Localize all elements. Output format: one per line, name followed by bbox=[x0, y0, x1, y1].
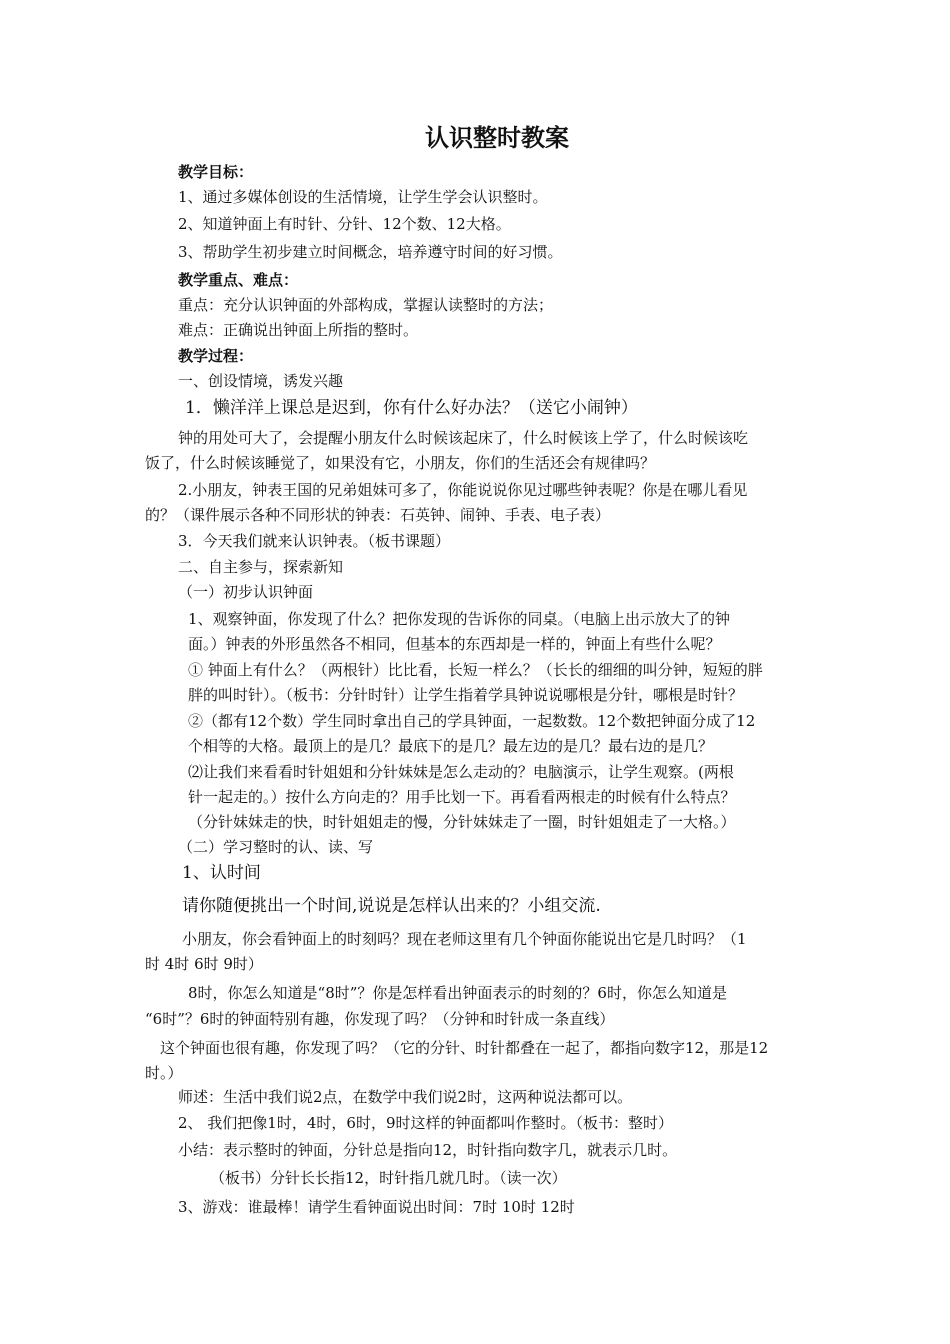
objective-item: 1、通过多媒体创设的生活情境，让学生学会认识整时。 bbox=[178, 188, 548, 206]
objective-item: 3、帮助学生初步建立时间概念，培养遵守时间的好习惯。 bbox=[178, 243, 563, 261]
section-heading-process: 教学过程： bbox=[178, 347, 254, 365]
step-heading: 一、创设情境，诱发兴趣 bbox=[178, 372, 344, 390]
paragraph-line: 小朋友，你会看钟面上的时刻吗？现在老师这里有几个钟面你能说出它是几时吗？（1 bbox=[182, 930, 747, 948]
section-heading-objectives: 教学目标： bbox=[178, 163, 254, 181]
paragraph-line: 个相等的大格。最顶上的是几？最底下的是几？最左边的是几？最右边的是几？ bbox=[188, 737, 714, 755]
paragraph-line: 钟的用处可大了，会提醒小朋友什么时候该起床了，什么时候该上学了，什么时候该吃 bbox=[178, 429, 749, 447]
sub-heading: （二）学习整时的认、读、写 bbox=[178, 838, 374, 856]
paragraph-line: 2、 我们把像1时，4时，6时，9时这样的钟面都叫作整时。（板书：整时） bbox=[178, 1114, 673, 1132]
section-heading-key-points: 教学重点、难点： bbox=[178, 271, 299, 289]
sub-heading: （一）初步认识钟面 bbox=[178, 583, 314, 601]
step-heading: 二、自主参与，探索新知 bbox=[178, 558, 344, 576]
paragraph-line: 的？（课件展示各种不同形状的钟表：石英钟、闹钟、手表、电子表） bbox=[145, 506, 611, 524]
sub-heading: 1、认时间 bbox=[182, 863, 261, 883]
paragraph-line: 时。） bbox=[145, 1064, 183, 1082]
paragraph-line: 请你随便挑出一个时间,说说是怎样认出来的？小组交流. bbox=[182, 896, 601, 916]
paragraph-line: 针一起走的。）按什么方向走的？用手比划一下。再看看两根走的时候有什么特点？ bbox=[188, 788, 736, 806]
paragraph-line: 3．今天我们就来认识钟表。（板书课题） bbox=[178, 532, 451, 550]
paragraph-line: 2.小朋友，钟表王国的兄弟姐妹可多了，你能说说你见过哪些钟表呢？你是在哪儿看见 bbox=[178, 481, 748, 499]
objective-item: 2、知道钟面上有时针、分针、12个数、12大格。 bbox=[178, 215, 511, 233]
paragraph-line: 时 4时 6时 9时） bbox=[145, 955, 263, 973]
paragraph-line: 1、观察钟面，你发现了什么？把你发现的告诉你的同桌。（电脑上出示放大了的钟 bbox=[188, 610, 731, 628]
paragraph-line: 这个钟面也很有趣，你发现了吗？（它的分针、时针都叠在一起了，都指向数字12，那是12 bbox=[160, 1039, 769, 1057]
paragraph-line: 胖的叫时针）。（板书：分针时针）让学生指着学具钟说说哪根是分针，哪根是时针？ bbox=[188, 686, 744, 704]
paragraph-line: ⑵让我们来看看时针姐姐和分针妹妹是怎么走动的？电脑演示，让学生观察。(两根 bbox=[188, 763, 734, 781]
paragraph-line: 3、游戏：谁最棒！请学生看钟面说出时间：7时 10时 12时 bbox=[178, 1198, 575, 1216]
paragraph-line: 面。）钟表的外形虽然各不相同，但基本的东西却是一样的，钟面上有些什么呢？ bbox=[188, 635, 721, 653]
paragraph-line: （板书）分针长长指12，时针指几就几时。（读一次） bbox=[210, 1169, 567, 1187]
paragraph-line: ②（都有12个数）学生同时拿出自己的学具钟面，一起数数。12个数把钟面分成了12 bbox=[188, 712, 756, 730]
paragraph-line: 饭了，什么时候该睡觉了，如果没有它，小朋友，你们的生活还会有规律吗？ bbox=[145, 454, 656, 472]
difficult-point: 难点：正确说出钟面上所指的整时。 bbox=[178, 321, 419, 339]
key-point: 重点：充分认识钟面的外部构成，掌握认读整时的方法； bbox=[178, 296, 554, 314]
paragraph-line: 师述：生活中我们说2点，在数学中我们说2时，这两种说法都可以。 bbox=[178, 1088, 633, 1106]
paragraph-line: （分针妹妹走的快，时针姐姐走的慢，分针妹妹走了一圈，时针姐姐走了一大格。） bbox=[188, 813, 736, 831]
paragraph-line: 1．懒洋洋上课总是迟到，你有什么好办法？（送它小闹钟） bbox=[185, 398, 638, 418]
paragraph-line: “6时”？6时的钟面特别有趣，你发现了吗？（分钟和时针成一条直线） bbox=[145, 1010, 615, 1028]
paragraph-line: 小结：表示整时的钟面，分针总是指向12，时针指向数字几，就表示几时。 bbox=[178, 1141, 678, 1159]
paragraph-line: ① 钟面上有什么？（两根针）比比看，长短一样么？（长长的细细的叫分钟，短短的胖 bbox=[188, 661, 763, 679]
paragraph-line: 8时，你怎么知道是“8时”？你是怎样看出钟面表示的时刻的？6时，你怎么知道是 bbox=[188, 984, 727, 1002]
page-title: 认识整时教案 bbox=[425, 123, 569, 152]
